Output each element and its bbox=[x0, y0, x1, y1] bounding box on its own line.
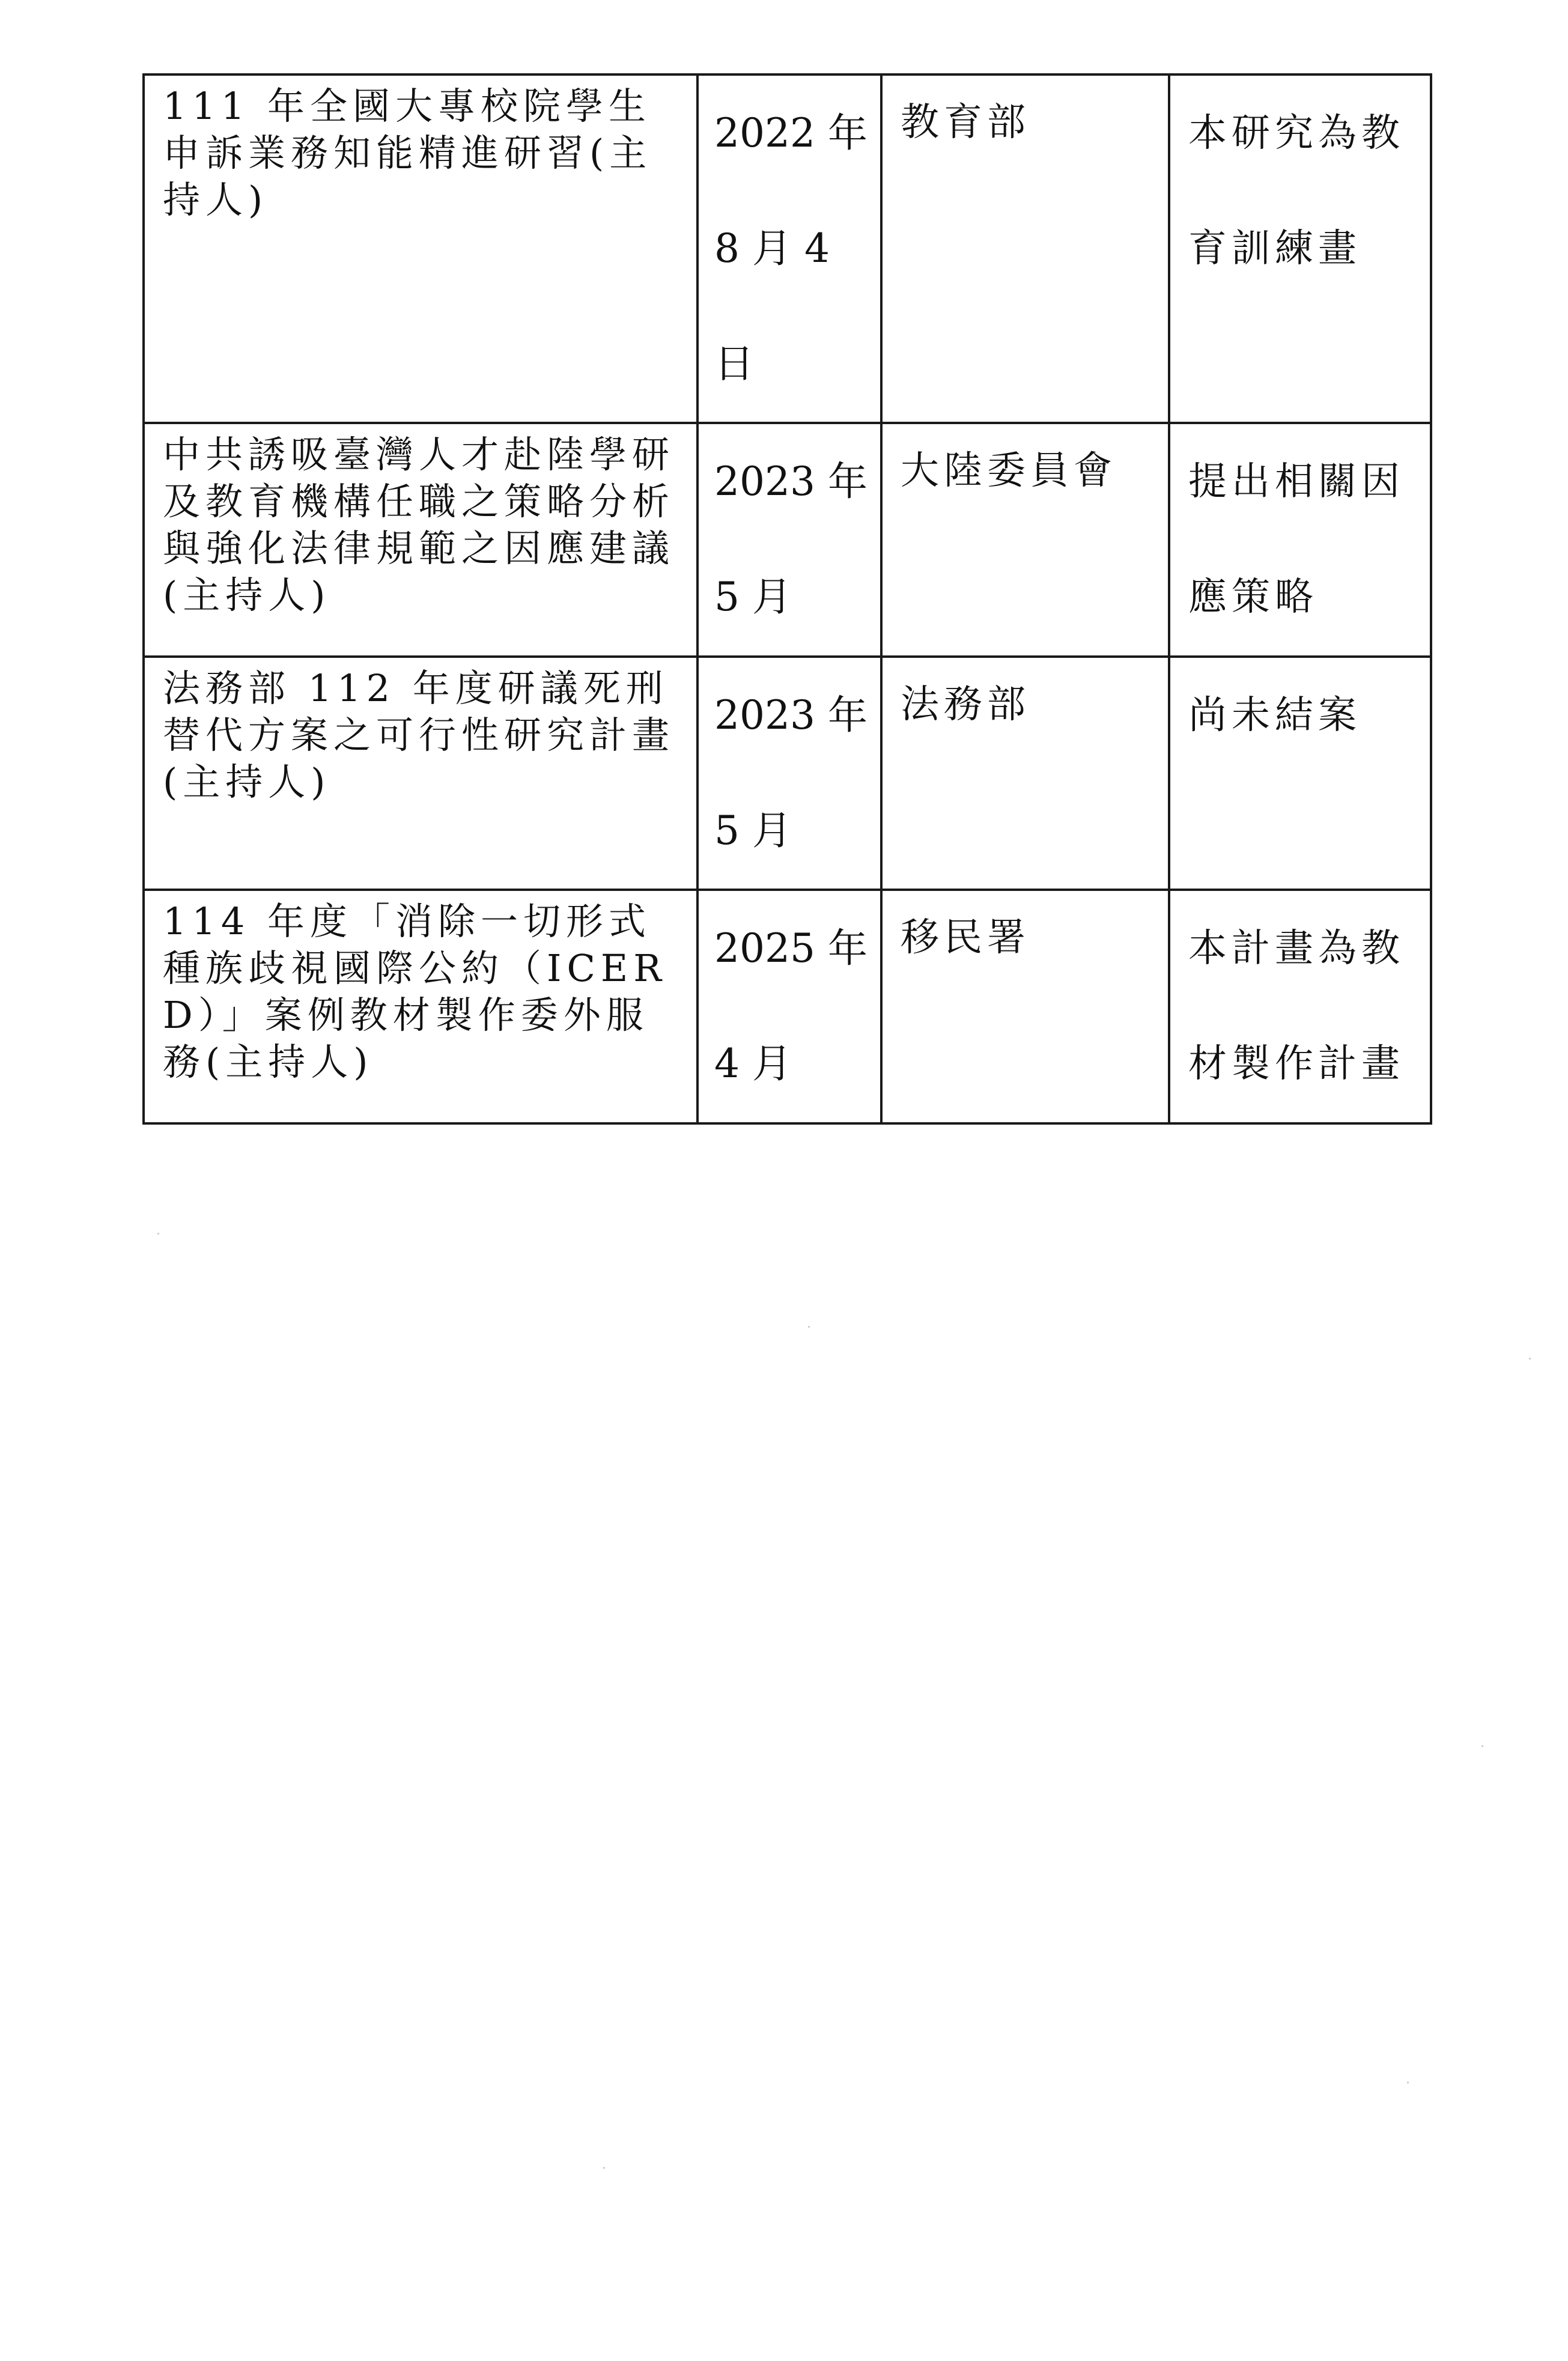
scan-speck bbox=[157, 1233, 159, 1235]
project-name-cell bbox=[144, 74, 697, 423]
date-cell bbox=[697, 657, 881, 890]
note-cell bbox=[1169, 423, 1431, 657]
agency-cell bbox=[881, 657, 1169, 890]
project-date: 2022 年 8 月 4 日 bbox=[714, 110, 868, 387]
agency-cell bbox=[881, 890, 1169, 1123]
scan-speck bbox=[808, 1326, 810, 1328]
table-row bbox=[144, 74, 1431, 423]
date-cell bbox=[697, 74, 881, 423]
project-note bbox=[1170, 76, 1430, 306]
project-agency: 教育部 bbox=[901, 100, 1030, 145]
date-cell bbox=[697, 423, 881, 657]
table-row bbox=[144, 890, 1431, 1123]
project-note-line: 材製作計畫 bbox=[1188, 1042, 1405, 1086]
project-name: 中共誘吸臺灣人才赴陸學研及教育機構任職之策略分析與強化法律規範之因應建議(主持人) bbox=[163, 433, 675, 617]
project-agency: 法務部 bbox=[901, 682, 1030, 727]
project-note-line: 育訓練畫 bbox=[1188, 226, 1361, 271]
project-note bbox=[1170, 891, 1430, 1122]
project-name-cell bbox=[144, 657, 697, 890]
project-note-line: 本計畫為教 bbox=[1188, 926, 1405, 971]
project-date: 2023 年 5 月 bbox=[714, 458, 868, 620]
project-note bbox=[1170, 658, 1430, 773]
project-note-line: 提出相關因 bbox=[1188, 460, 1405, 504]
project-agency: 大陸委員會 bbox=[901, 449, 1117, 493]
note-cell bbox=[1169, 657, 1431, 890]
project-note bbox=[1170, 424, 1430, 655]
project-note-line: 本研究為教 bbox=[1188, 111, 1405, 156]
project-note-line: 尚未結案 bbox=[1188, 693, 1361, 738]
project-date: 2023 年 5 月 bbox=[714, 692, 868, 854]
project-agency: 移民署 bbox=[901, 916, 1030, 960]
scan-speck bbox=[1529, 1358, 1531, 1360]
table-row bbox=[144, 423, 1431, 657]
note-cell bbox=[1169, 890, 1431, 1123]
project-name-cell bbox=[144, 423, 697, 657]
table-row bbox=[144, 657, 1431, 890]
scan-speck bbox=[1407, 2082, 1409, 2083]
research-projects-table bbox=[142, 73, 1432, 1125]
project-date: 2025 年 4 月 bbox=[714, 925, 868, 1087]
agency-cell bbox=[881, 423, 1169, 657]
scan-speck bbox=[1481, 1745, 1483, 1747]
project-note-line: 應策略 bbox=[1188, 575, 1318, 619]
agency-cell bbox=[881, 74, 1169, 423]
project-name: 法務部 112 年度研議死刑替代方案之可行性研究計畫(主持人) bbox=[163, 666, 675, 804]
project-name: 111 年全國大專校院學生申訴業務知能精進研習(主持人) bbox=[163, 84, 652, 222]
project-name: 114 年度「消除一切形式種族歧視國際公約（ICERD）」案例教材製作委外服務(主持人) bbox=[163, 899, 667, 1084]
scan-speck bbox=[603, 2167, 605, 2169]
project-name-cell bbox=[144, 890, 697, 1123]
note-cell bbox=[1169, 74, 1431, 423]
date-cell bbox=[697, 890, 881, 1123]
